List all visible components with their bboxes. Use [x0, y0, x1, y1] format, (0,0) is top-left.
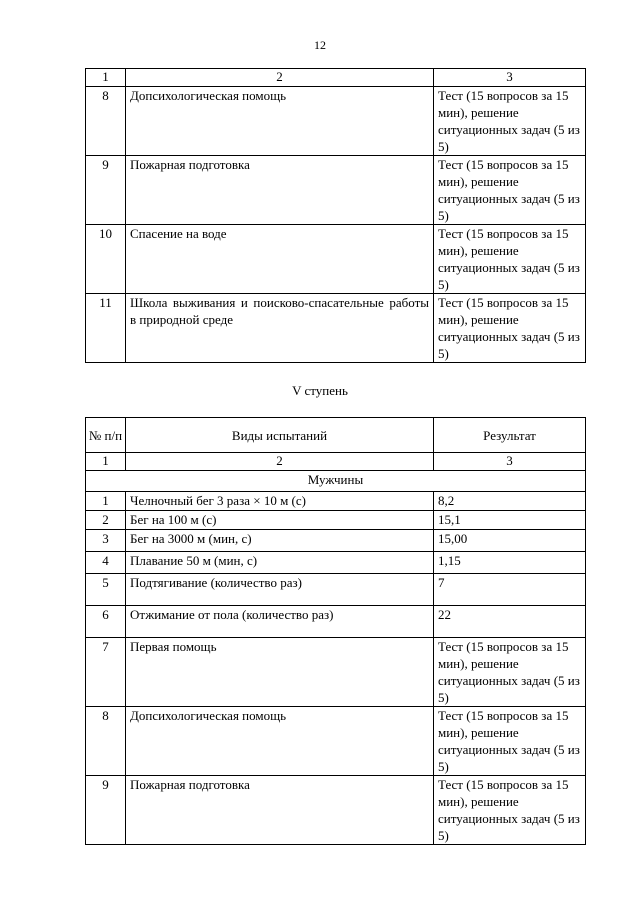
header-name: Виды испытаний [126, 418, 434, 453]
test-result: 15,00 [434, 530, 586, 552]
row-number: 6 [86, 606, 126, 638]
test-name: Спасение на воде [126, 225, 434, 294]
row-number: 11 [86, 294, 126, 363]
test-name: Бег на 100 м (с) [126, 511, 434, 530]
test-result: Тест (15 вопросов за 15 мин), решение ситуационных задач (5 из 5) [434, 294, 586, 363]
table-row [86, 492, 586, 511]
row-number: 5 [86, 574, 126, 606]
test-name: Первая помощь [126, 638, 434, 707]
table-row [86, 225, 586, 294]
column-number-row [86, 69, 586, 87]
row-number: 9 [86, 156, 126, 225]
stage-v-table [85, 417, 586, 845]
test-result: Тест (15 вопросов за 15 мин), решение ситуационных задач (5 из 5) [434, 776, 586, 845]
row-number: 8 [86, 87, 126, 156]
test-result: Тест (15 вопросов за 15 мин), решение ситуационных задач (5 из 5) [434, 87, 586, 156]
row-number: 2 [86, 511, 126, 530]
test-result: Тест (15 вопросов за 15 мин), решение ситуационных задач (5 из 5) [434, 707, 586, 776]
row-number: 9 [86, 776, 126, 845]
test-result: Тест (15 вопросов за 15 мин), решение ситуационных задач (5 из 5) [434, 225, 586, 294]
table-row [86, 606, 586, 638]
column-number: 1 [86, 69, 126, 87]
group-title: Мужчины [86, 471, 586, 492]
page-number: 12 [314, 38, 326, 52]
test-result: 22 [434, 606, 586, 638]
section-title: V ступень [292, 383, 348, 398]
column-number-row [86, 453, 586, 471]
group-row [86, 471, 586, 492]
table-row [86, 707, 586, 776]
header-result: Результат [434, 418, 586, 453]
table-row [86, 156, 586, 225]
column-number: 3 [434, 69, 586, 87]
test-result: 7 [434, 574, 586, 606]
requirements-table-continued [85, 68, 586, 363]
column-number: 2 [126, 69, 434, 87]
row-number: 7 [86, 638, 126, 707]
row-number: 1 [86, 492, 126, 511]
test-result: Тест (15 вопросов за 15 мин), решение ситуационных задач (5 из 5) [434, 638, 586, 707]
column-number: 3 [434, 453, 586, 471]
test-name: Челночный бег 3 раза × 10 м (с) [126, 492, 434, 511]
header-row [86, 418, 586, 453]
test-name: Бег на 3000 м (мин, с) [126, 530, 434, 552]
test-result: 15,1 [434, 511, 586, 530]
table-row [86, 87, 586, 156]
test-name: Плавание 50 м (мин, с) [126, 552, 434, 574]
column-number: 2 [126, 453, 434, 471]
table-row [86, 294, 586, 363]
table-row [86, 530, 586, 552]
header-num: № п/п [86, 418, 126, 453]
table-row [86, 552, 586, 574]
test-result: 1,15 [434, 552, 586, 574]
test-name: Допсихологическая помощь [126, 87, 434, 156]
test-name: Отжимание от пола (количество раз) [126, 606, 434, 638]
table-row [86, 638, 586, 707]
test-name: Допсихологическая помощь [126, 707, 434, 776]
test-result: Тест (15 вопросов за 15 мин), решение ситуационных задач (5 из 5) [434, 156, 586, 225]
column-number: 1 [86, 453, 126, 471]
row-number: 8 [86, 707, 126, 776]
row-number: 10 [86, 225, 126, 294]
table-row [86, 511, 586, 530]
row-number: 4 [86, 552, 126, 574]
row-number: 3 [86, 530, 126, 552]
test-result: 8,2 [434, 492, 586, 511]
table-row [86, 574, 586, 606]
test-name: Пожарная подготовка [126, 156, 434, 225]
test-name: Школа выживания и поисково-спасательные работы в природной среде [126, 294, 434, 363]
table-row [86, 776, 586, 845]
test-name: Пожарная подготовка [126, 776, 434, 845]
test-name: Подтягивание (количество раз) [126, 574, 434, 606]
